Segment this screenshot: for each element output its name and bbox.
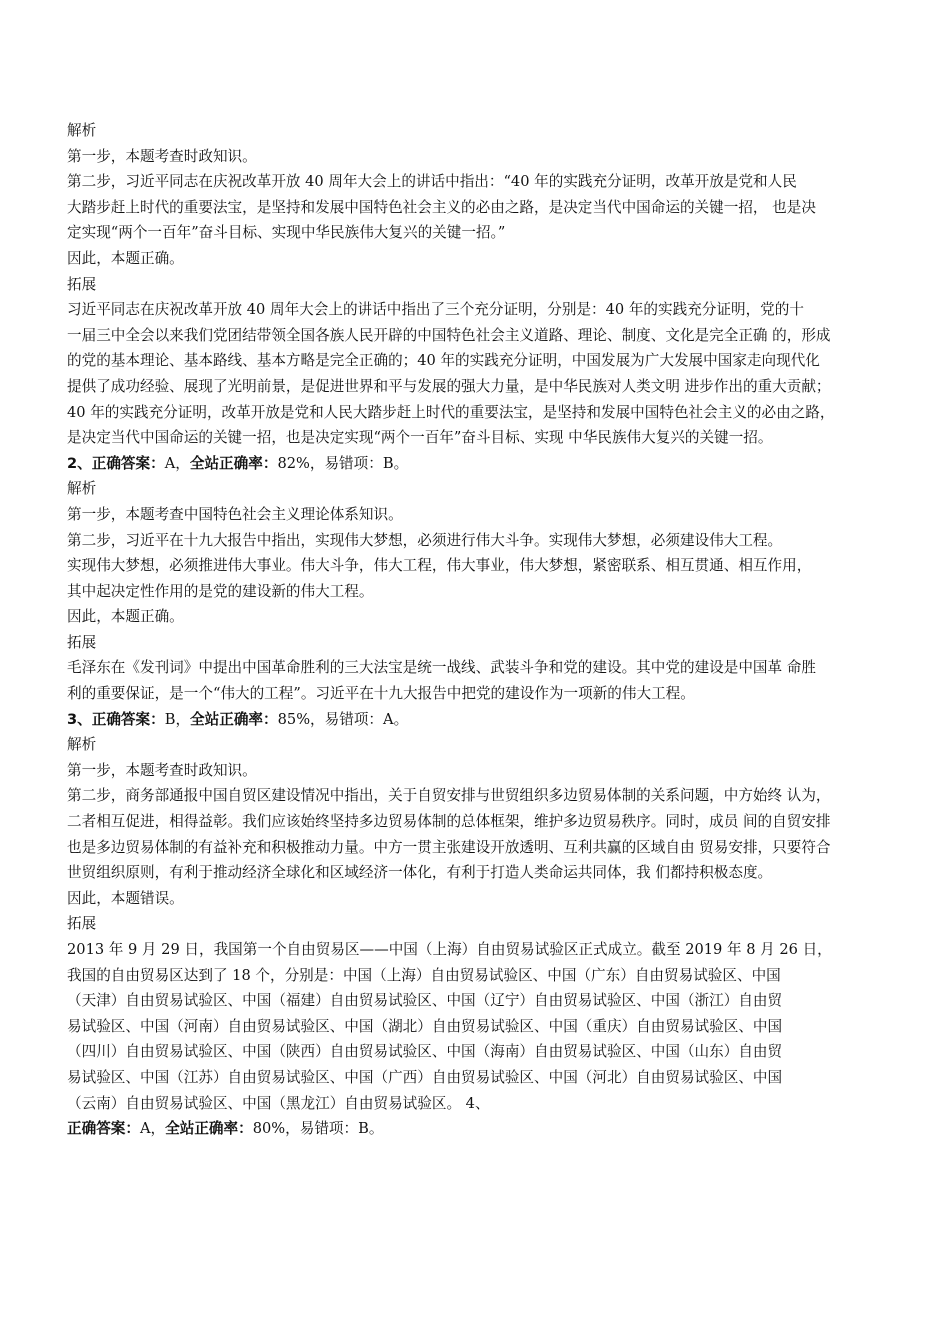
paragraph-line: （天津）自由贸易试验区、中国（福建）自由贸易试验区、中国（辽宁）自由贸易试验区、中国（浙江）自由贸 [67, 992, 783, 1010]
answer-value: A， [139, 1120, 166, 1138]
paragraph-line: 第二步，商务部通报中国自贸区建设情况中指出，关于自贸安排与世贸组织多边贸易体制的关系问题，中方始终 认为， [67, 787, 831, 805]
paragraph [67, 655, 890, 706]
paragraph-line: 定实现“两个一百年”奋斗目标、实现中华民族伟大复兴的关键一招。” [67, 224, 506, 242]
paragraph-line: 易试验区、中国（河南）自由贸易试验区、中国（湖北）自由贸易试验区、中国（重庆）自由贸易试验区、中国 [67, 1017, 783, 1035]
section-heading: 拓展 [67, 915, 97, 933]
paragraph [67, 169, 890, 246]
paragraph-line: 大踏步赶上时代的重要法宝，是坚持和发展中国特色社会主义的必由之路，是决定当代中国命运的关键一招， 也是决 [67, 198, 816, 216]
paragraph-line: 40 年的实践充分证明，改革开放是党和人民大踏步赶上时代的重要法宝，是坚持和发展中国特色社会主义的必由之路， [67, 403, 835, 421]
paragraph [67, 604, 890, 630]
paragraph [67, 937, 890, 1116]
answer-value: B， [164, 710, 191, 728]
answer-label: 3、正确答案： [67, 710, 165, 728]
paragraph-line: 第二步，习近平同志在庆祝改革开放 40 周年大会上的讲话中指出：“40 年的实践充分证明，改革开放是党和人民 [67, 173, 797, 191]
accuracy-value: 80%，易错项：B。 [252, 1120, 384, 1138]
paragraph [67, 528, 890, 605]
paragraph-line: 是决定当代中国命运的关键一招，也是决定实现“两个一百年”奋斗目标、实现 中华民族伟大复兴的关键一招。 [67, 429, 773, 447]
paragraph-line: 第一步，本题考查时政知识。 [67, 147, 257, 165]
accuracy-label: 全站正确率： [189, 454, 278, 472]
paragraph-line: 一届三中全会以来我们党团结带领全国各族人民开辟的中国特色社会主义道路、理论、制度、文化是完全正确 的，形成 [67, 326, 831, 344]
paragraph-line: 提供了成功经验、展现了光明前景，是促进世界和平与发展的强大力量，是中华民族对人类文明 进步作出的重大贡献； [67, 377, 831, 395]
answer-line [67, 1116, 890, 1142]
answer-value: A， [164, 454, 190, 472]
paragraph-line: 也是多边贸易体制的有益补充和积极推动力量。中方一贯主张建设开放透明、互利共赢的区域自由 贸易安排，只要符合 [67, 838, 831, 856]
paragraph-line: 第一步，本题考查时政知识。 [67, 761, 257, 779]
section-heading: 解析 [67, 480, 97, 498]
paragraph-line: 习近平同志在庆祝改革开放 40 周年大会上的讲话中指出了三个充分证明，分别是：40 年的实践充分证明，党的十 [67, 301, 804, 319]
paragraph-line: 因此，本题错误。 [67, 889, 184, 907]
section-heading: 拓展 [67, 275, 97, 293]
paragraph-line: 的党的基本理论、基本路线、基本方略是完全正确的；40 年的实践充分证明，中国发展为广大发展中国家走向现代化 [67, 352, 820, 370]
answer-line [67, 707, 890, 733]
paragraph-line: 其中起决定性作用的是党的建设新的伟大工程。 [67, 582, 374, 600]
paragraph [67, 297, 890, 451]
accuracy-label: 全站正确率： [165, 1120, 253, 1138]
section-heading: 拓展 [67, 633, 97, 651]
answer-line [67, 451, 890, 477]
paragraph-line: 第二步，习近平在十九大报告中指出，实现伟大梦想，必须进行伟大斗争。实现伟大梦想，必须建设伟大工程。 [67, 531, 783, 549]
paragraph-line: （云南）自由贸易试验区、中国（黑龙江）自由贸易试验区。 4、 [67, 1094, 490, 1112]
paragraph-line: 易试验区、中国（江苏）自由贸易试验区、中国（广西）自由贸易试验区、中国（河北）自由贸易试验区、中国 [67, 1068, 783, 1086]
paragraph-line: 二者相互促进，相得益彰。我们应该始终坚持多边贸易体制的总体框架，维护多边贸易秩序。同时，成员 间的自贸安排 [67, 813, 831, 831]
accuracy-value: 82%，易错项：B。 [277, 454, 409, 472]
paragraph-line: 因此，本题正确。 [67, 608, 184, 626]
paragraph-line: 实现伟大梦想，必须推进伟大事业。伟大斗争，伟大工程，伟大事业，伟大梦想，紧密联系、相互贯通、相互作用， [67, 557, 812, 575]
accuracy-label: 全站正确率： [190, 710, 278, 728]
paragraph-line: 2013 年 9 月 29 日，我国第一个自由贸易区——中国（上海）自由贸易试验区正式成立。截至 2019 年 8 月 26 日， [67, 941, 832, 958]
paragraph-line: 利的重要保证，是一个“伟大的工程”。习近平在十九大报告中把党的建设作为一项新的伟大工程。 [67, 685, 695, 703]
paragraph [67, 758, 890, 784]
section-heading: 解析 [67, 122, 97, 139]
paragraph-line: 我国的自由贸易区达到了 18 个，分别是：中国（上海）自由贸易试验区、中国（广东）自由贸易试验区、中国 [67, 966, 781, 984]
paragraph [67, 886, 890, 912]
paragraph-line: （四川）自由贸易试验区、中国（陕西）自由贸易试验区、中国（海南）自由贸易试验区、中国（山东）自由贸 [67, 1043, 783, 1061]
section-heading: 解析 [67, 736, 97, 754]
answer-label: 正确答案： [67, 1120, 140, 1138]
paragraph [67, 783, 890, 885]
paragraph [67, 502, 890, 528]
paragraph [67, 144, 890, 170]
paragraph [67, 246, 890, 272]
paragraph-line: 世贸组织原则，有利于推动经济全球化和区域经济一体化，有利于打造人类命运共同体，我 们都持积极态度。 [67, 864, 773, 882]
paragraph-line: 毛泽东在《发刊词》中提出中国革命胜利的三大法宝是统一战线、武装斗争和党的建设。其中党的建设是中国革 命胜 [67, 659, 816, 677]
answer-label: 2、正确答案： [67, 454, 165, 472]
paragraph-line: 第一步，本题考查中国特色社会主义理论体系知识。 [67, 505, 403, 523]
accuracy-value: 85%，易错项：A。 [277, 710, 409, 728]
paragraph-line: 因此，本题正确。 [67, 249, 184, 267]
